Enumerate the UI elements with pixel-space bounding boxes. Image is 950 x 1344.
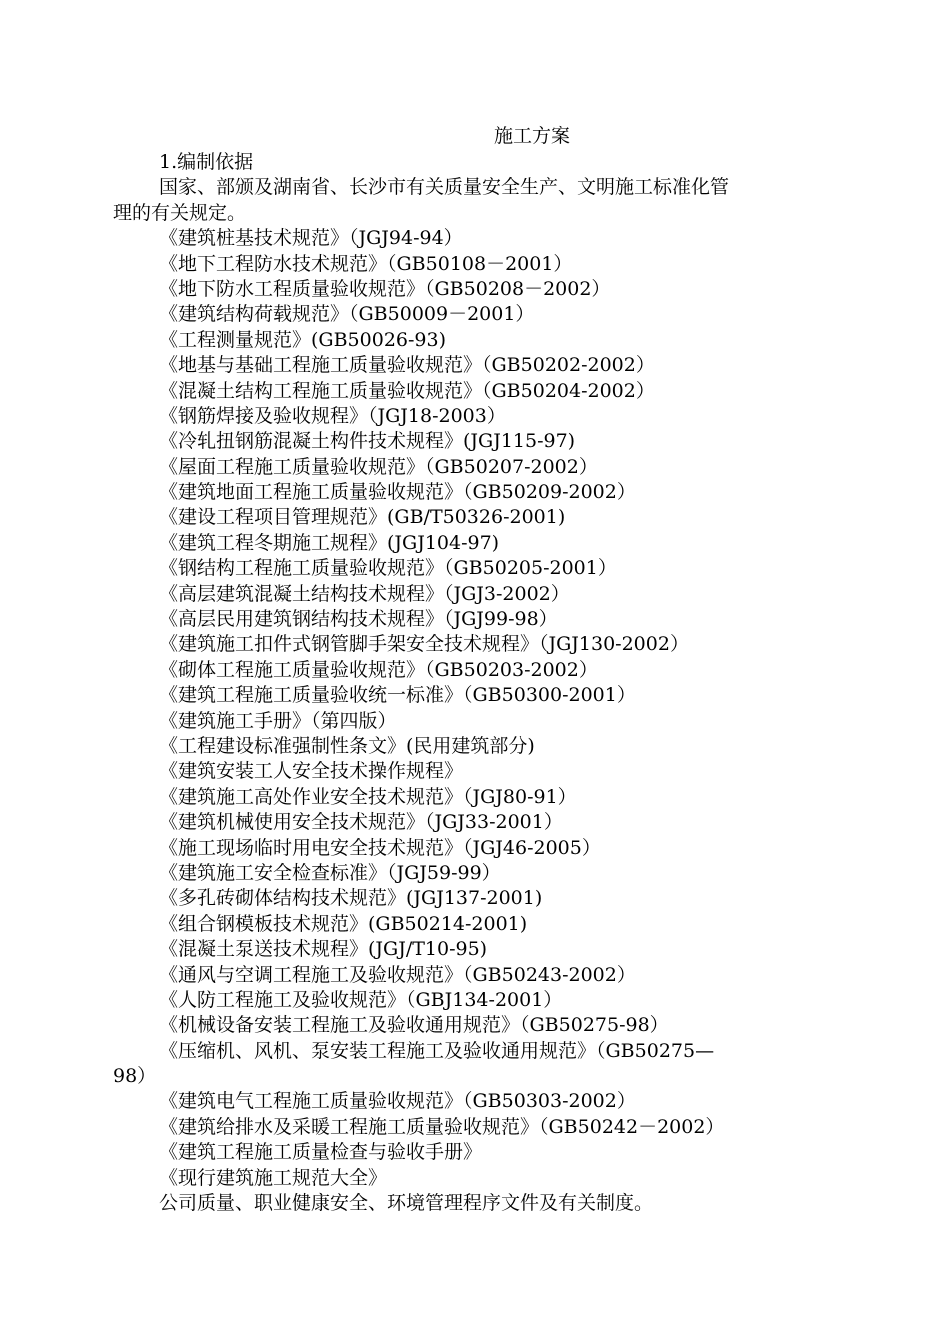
standard-item: 《施工现场临时用电安全技术规范》（JGJ46-2005） [159, 836, 601, 859]
standard-item: 《建筑施工安全检查标准》（JGJ59-99） [159, 861, 501, 884]
standard-item: 《现行建筑施工规范大全》 [159, 1166, 388, 1189]
standard-item: 《建设工程项目管理规范》(GB/T50326-2001) [159, 506, 566, 529]
closing-paragraph: 公司质量、职业健康安全、环境管理程序文件及有关制度。 [159, 1192, 654, 1215]
standard-item: 《混凝土泵送技术规程》(JGJ/T10-95) [159, 938, 488, 961]
standard-item: 《地下防水工程质量验收规范》（GB50208－2002） [159, 277, 611, 300]
standard-item: 《建筑桩基技术规范》（JGJ94-94） [159, 227, 463, 250]
intro-paragraph-line: 理的有关规定。 [113, 201, 247, 224]
document-title: 施工方案 [493, 125, 570, 147]
standard-item: 《人防工程施工及验收规范》（GBJ134-2001） [159, 988, 563, 1011]
standard-item: 《工程建设标准强制性条文》(民用建筑部分) [159, 734, 535, 757]
standard-item: 《工程测量规范》(GB50026-93) [159, 328, 447, 351]
standard-item: 《屋面工程施工质量验收规范》（GB50207-2002） [159, 455, 598, 478]
document-body [113, 150, 837, 1216]
standard-item: 《建筑地面工程施工质量验收规范》（GB50209-2002） [159, 481, 636, 504]
standard-item: 《砌体工程施工质量验收规范》（GB50203-2002） [159, 658, 598, 681]
standard-item: 《建筑工程冬期施工规程》(JGJ104-97) [159, 531, 500, 554]
standards-list [113, 226, 837, 1191]
standard-item: 《建筑施工高处作业安全技术规范》（JGJ80-91） [159, 785, 577, 808]
standard-item-wrapped-continuation: 98） [113, 1065, 157, 1088]
standard-item: 《建筑工程施工质量验收统一标准》（GB50300-2001） [159, 684, 636, 707]
standard-item: 《钢筋焊接及验收规程》（JGJ18-2003） [159, 404, 506, 427]
standard-item: 《建筑给排水及采暖工程施工质量验收规范》（GB50242－2002） [159, 1115, 725, 1138]
standard-item: 《多孔砖砌体结构技术规范》(JGJ137-2001) [159, 887, 543, 910]
intro-paragraph-line: 国家、部颁及湖南省、长沙市有关质量安全生产、文明施工标准化管 [159, 176, 730, 199]
standard-item: 《钢结构工程施工质量验收规范》（GB50205-2001） [159, 557, 617, 580]
standard-item: 《建筑机械使用安全技术规范》（JGJ33-2001） [159, 811, 563, 834]
standard-item: 《地基与基础工程施工质量验收规范》（GB50202-2002） [159, 354, 655, 377]
standard-item: 《建筑结构荷载规范》（GB50009－2001） [159, 303, 535, 326]
standard-item: 《组合钢模板技术规范》(GB50214-2001) [159, 912, 528, 935]
standard-item: 《建筑施工手册》（第四版） [159, 709, 397, 732]
standard-item: 《高层民用建筑钢结构技术规程》（JGJ99-98） [159, 608, 558, 631]
standard-item: 《高层建筑混凝土结构技术规程》（JGJ3-2002） [159, 582, 570, 605]
section-heading: 1.编制依据 [159, 151, 254, 173]
standard-item: 《建筑电气工程施工质量验收规范》（GB50303-2002） [159, 1090, 636, 1113]
standard-item: 《机械设备安装工程施工及验收通用规范》（GB50275-98） [159, 1014, 669, 1037]
standard-item: 《通风与空调工程施工及验收规范》（GB50243-2002） [159, 963, 636, 986]
standard-item: 《冷轧扭钢筋混凝土构件技术规程》(JGJ115-97) [159, 430, 576, 453]
standard-item: 《建筑安装工人安全技术操作规程》 [159, 760, 464, 783]
standard-item: 《建筑工程施工质量检查与验收手册》 [159, 1141, 483, 1164]
standard-item: 《混凝土结构工程施工质量验收规范》（GB50204-2002） [159, 379, 655, 402]
standard-item: 《建筑施工扣件式钢管脚手架安全技术规程》（JGJ130-2002） [159, 633, 689, 656]
standard-item-wrapped: 《压缩机、风机、泵安装工程施工及验收通用规范》（GB50275— [159, 1039, 715, 1062]
standard-item: 《地下工程防水技术规范》（GB50108－2001） [159, 252, 573, 275]
